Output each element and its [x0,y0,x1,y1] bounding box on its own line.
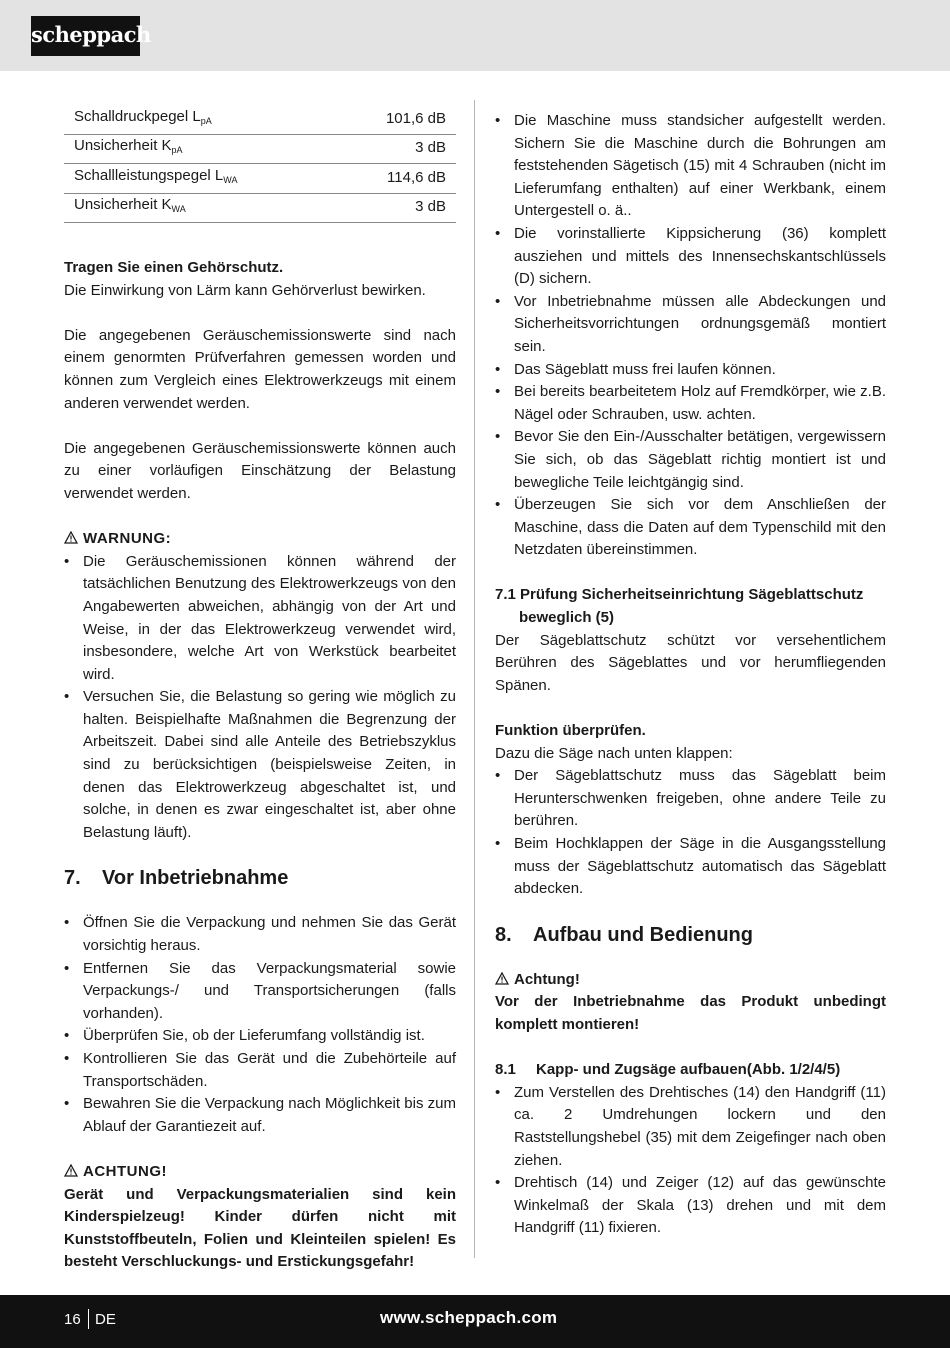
noise-paragraph-2: Die angegebenen Geräuschemissionswerte können auch zu einer vorläufigen Einschätzung der Belastung verwendet werden. [64,439,456,502]
column-divider [474,100,475,1258]
spec-label: Schallleistungspegel $L_{WA}$ [64,164,337,194]
warning-list [64,551,456,845]
warning-triangle-icon [64,1164,78,1177]
spec-value: 101,6 dB [337,105,456,134]
caution-heading: ACHTUNG! [64,1161,456,1184]
list-item: • Kontrollieren Sie das Gerät und die Zubehörteile auf Transportschäden. [64,1048,456,1093]
page-footer [0,1295,950,1348]
subsection-7-1-heading: 7.1 Prüfung Sicherheitseinrichtung Sägeblattschutz beweglich (5) [495,586,864,627]
warning-heading: WARNUNG: [64,528,456,551]
noise-paragraph-1: Die angegebenen Geräuschemissionswerte sind nach einem genormten Prüfverfahren gemessen worden und können zum Vergleich eines Elektrowerkzeugs mit einem anderen verwendet werden. [64,326,456,412]
list-item: • Bevor Sie den Ein-/Ausschalter betätigen, vergewissern Sie sich, ob das Sägeblatt richtig montiert ist und bewegliche Teile leichtgängig sind. [495,426,886,494]
list-item: • Vor Inbetriebnahme müssen alle Abdeckungen und Sicherheitsvorrichtungen ordnungsgemäß montiert sein. [495,291,886,359]
list-item: • Versuchen Sie, die Belastung so gering wie möglich zu halten. Beispielhafte Maßnahmen die Begrenzung der Arbeitszeit. Dabei sind alle Anteile des Betriebszyklus sind zu berücksichtigen (beispielsweise Zeiten, in denen das Elektrowerkzeug abgeschaltet ist, und solche, in denen es zwar eingeschaltet ist, aber ohne Belastung läuft). [64,686,456,844]
language-code: DE [95,1311,116,1328]
list-item: • Das Sägeblatt muss frei laufen können. [495,359,886,382]
subsection-8-1-list [495,1082,886,1240]
list-item: • Überzeugen Sie sich vor dem Anschließen der Maschine, dass die Daten auf dem Typenschild mit den Netzdaten übereinstimmen. [495,494,886,562]
spec-value: 3 dB [337,193,456,223]
spec-label: Unsicherheit $K_{WA}$ [64,193,337,223]
table-row [64,105,456,134]
spec-value: 3 dB [337,134,456,164]
warning-triangle-icon [495,972,509,985]
function-check-list [495,765,886,901]
section-7-list [64,912,456,1138]
spec-label: Schalldruckpegel $L_{pA}$ [64,105,337,134]
left-column [64,105,456,1274]
table-row [64,193,456,223]
section-8-heading: 8. Aufbau und Bedienung [495,923,753,946]
list-item: • Überprüfen Sie, ob der Lieferumfang vollständig ist. [64,1025,456,1048]
ear-protection-text: Die Einwirkung von Lärm kann Gehörverlust bewirken. [64,281,426,299]
spec-value: 114,6 dB [337,164,456,194]
noise-specs-table [64,105,456,223]
function-check-heading: Funktion überprüfen. [495,722,646,740]
subsection-8-1-heading: 8.1 Kapp- und Zugsäge aufbauen(Abb. 1/2/4/5) [495,1061,841,1079]
page-number: 16 [64,1311,81,1328]
caution-text: Gerät und Verpackungsmaterialien sind kein Kinderspielzeug! Kinder dürfen nicht mit Kunststoffbeuteln, Folien und Kleinteilen spielen! Es besteht Verschluckungs- und Erstickungsgefahr! [64,1185,456,1271]
list-item: • Öffnen Sie die Verpackung und nehmen Sie das Gerät vorsichtig heraus. [64,912,456,957]
spec-label: Unsicherheit $K_{pA}$ [64,134,337,164]
page-header [0,0,950,71]
list-item: • Entfernen Sie das Verpackungsmaterial sowie Verpackungs-/ und Transportsicherungen (falls vorhanden). [64,958,456,1026]
scheppach-logo: scheppach [31,16,140,56]
footer-separator [88,1309,89,1329]
ear-protection-heading: Tragen Sie einen Gehörschutz. [64,259,284,276]
attention-heading: Achtung! [495,969,886,992]
list-item: • Drehtisch (14) und Zeiger (12) auf das gewünschte Winkelmaß der Skala (13) drehen und mit dem Handgriff (11) fixieren. [495,1172,886,1240]
list-item: • Die Maschine muss standsicher aufgestellt werden. Sichern Sie die Maschine durch die Bohrungen am feststehenden Sägetisch (15) mit 4 Schrauben (nicht im Lieferumfang enthalten) auf einer Werkbank, einem Untergestell o. ä.. [495,110,886,223]
right-column [495,110,886,1240]
table-row [64,134,456,164]
list-item: • Beim Hochklappen der Säge in die Ausgangsstellung muss der Sägeblattschutz automatisch das Sägeblatt abdecken. [495,833,886,901]
list-item: • Die Geräuschemissionen können während der tatsächlichen Benutzung des Elektrowerkzeugs von den Angabewerten abweichen, abhängig von der Art und Weise, in der das Elektrowerkzeug verwendet wird, insbesondere, welche Art von Werkstück bearbeitet wird. [64,551,456,687]
warning-triangle-icon [64,531,78,544]
section-7-heading: 7. Vor Inbetriebnahme [64,867,289,890]
list-item: • Bewahren Sie die Verpackung nach Möglichkeit bis zum Ablauf der Garantiezeit auf. [64,1093,456,1138]
list-item: • Der Sägeblattschutz muss das Sägeblatt beim Herunterschwenken freigeben, ohne andere Teile zu berühren. [495,765,886,833]
attention-text: Vor der Inbetriebnahme das Produkt unbedingt komplett montieren! [495,993,886,1033]
list-item: • Bei bereits bearbeitetem Holz auf Fremdkörper, wie z.B. Nägel oder Schrauben, usw. achten. [495,381,886,426]
subsection-7-1-text: Der Sägeblattschutz schützt vor versehentlichem Berühren des Sägeblattes und vor herumfliegenden Spänen. [495,631,886,694]
function-check-intro: Dazu die Säge nach unten klappen: [495,744,733,762]
table-row [64,164,456,194]
list-item: • Die vorinstallierte Kippsicherung (36) komplett ausziehen und mittels des Innensechskantschlüssels (D) sichern. [495,223,886,291]
list-item: • Zum Verstellen des Drehtisches (14) den Handgriff (11) ca. 2 Umdrehungen lockern und den Raststellungshebel (35) mit dem Zeigefinger nach oben ziehen. [495,1082,886,1172]
preparation-list [495,110,886,562]
website-url: www.scheppach.com [380,1308,558,1327]
